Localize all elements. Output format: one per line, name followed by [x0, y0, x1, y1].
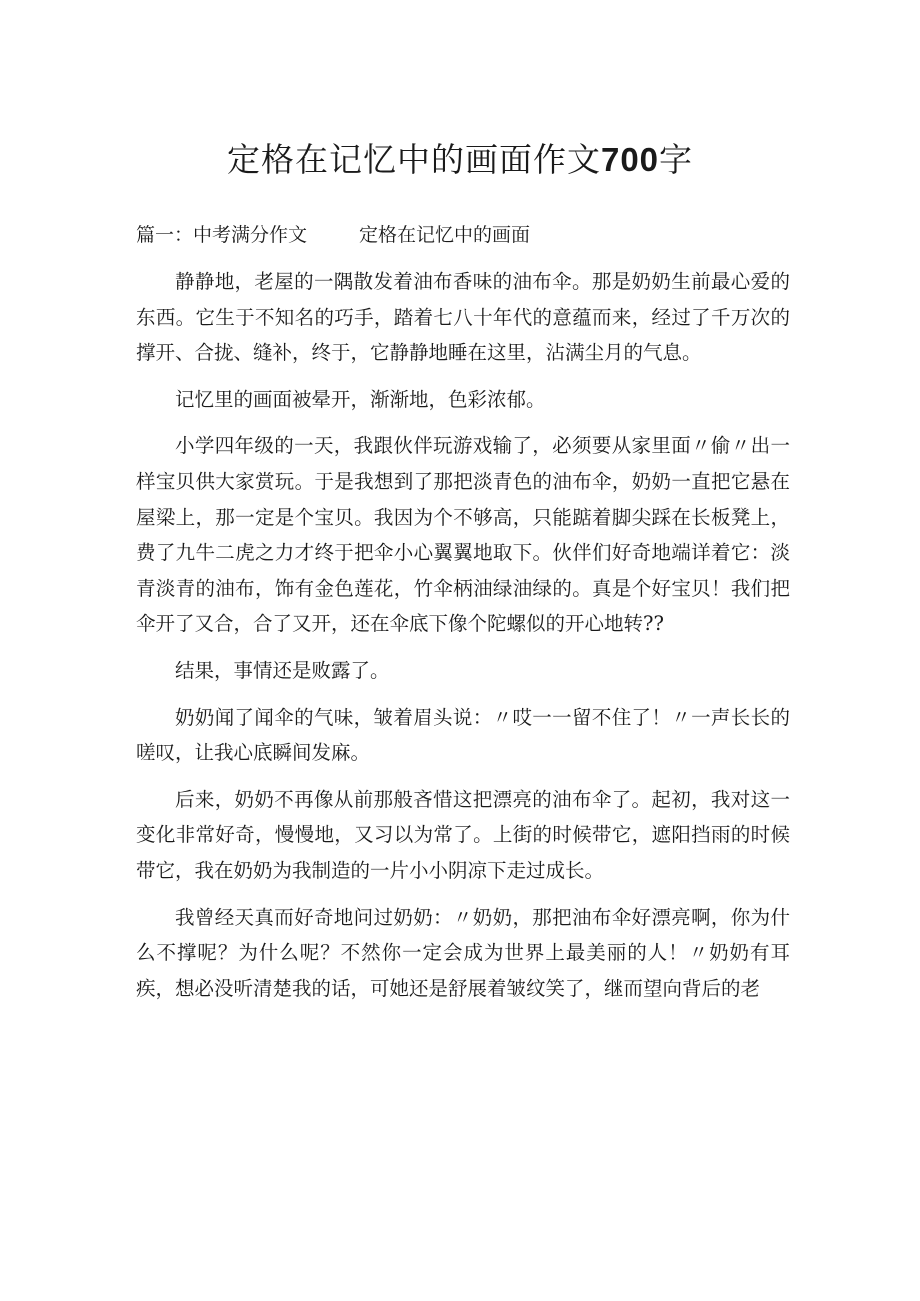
- essay-body: [136, 264, 790, 1017]
- paragraph-5: 奶奶闻了闻伞的气味，皱着眉头说：〃哎一一留不住了！〃一声长长的嗟叹，让我心底瞬间发麻。: [136, 705, 790, 765]
- paragraph-7: 我曾经天真而好奇地问过奶奶：〃奶奶，那把油布伞好漂亮啊，你为什么不撑呢？为什么呢？不然你一定会成为世界上最美丽的人！〃奶奶有耳疾，想必没听清楚我的话，可她还是舒展着皱纹笑了，继而望向背后的老: [136, 905, 790, 1000]
- section-heading-title: 定格在记忆中的画面: [359, 224, 531, 246]
- section-heading-label: 篇一：中考满分作文: [136, 224, 308, 246]
- title-suffix: 字: [659, 140, 694, 179]
- title-text: 定格在记忆中的画面作文: [226, 140, 601, 179]
- paragraph-1: 静静地，老屋的一隅散发着油布香味的油布伞。那是奶奶生前最心爱的东西。它生于不知名的巧手，踏着七八十年代的意蕴而来，经过了千万次的撑开、合拢、缝补，终于，它静静地睡在这里，沾满尘月的气息。: [136, 270, 790, 365]
- paragraph-4: 结果，事情还是败露了。: [175, 658, 390, 682]
- paragraph-6: 后来，奶奶不再像从前那般吝惜这把漂亮的油布伞了。起初，我对这一变化非常好奇，慢慢地，又习以为常了。上街的时候带它，遮阳挡雨的时候带它，我在奶奶为我制造的一片小小阴凉下走过成长。: [136, 787, 790, 882]
- document-title: [0, 138, 920, 182]
- title-number: 700: [600, 141, 660, 178]
- paragraph-3: 小学四年级的一天，我跟伙伴玩游戏输了，必须要从家里面〃偷〃出一样宝贝供大家赏玩。于是我想到了那把淡青色的油布伞，奶奶一直把它悬在屋梁上，那一定是个宝贝。我因为个不够高，只能踮着脚尖踩在长板凳上，费了九牛二虎之力才终于把伞小心翼翼地取下。伙伴们好奇地端详着它：淡青淡青的油布，饰有金色莲花，竹伞柄油绿油绿的。真是个好宝贝！我们把伞开了又合，合了又开，还在伞底下像个陀螺似的开心地转??: [136, 434, 790, 636]
- section-heading: [136, 221, 530, 249]
- paragraph-2: 记忆里的画面被晕开，渐渐地，色彩浓郁。: [175, 387, 546, 411]
